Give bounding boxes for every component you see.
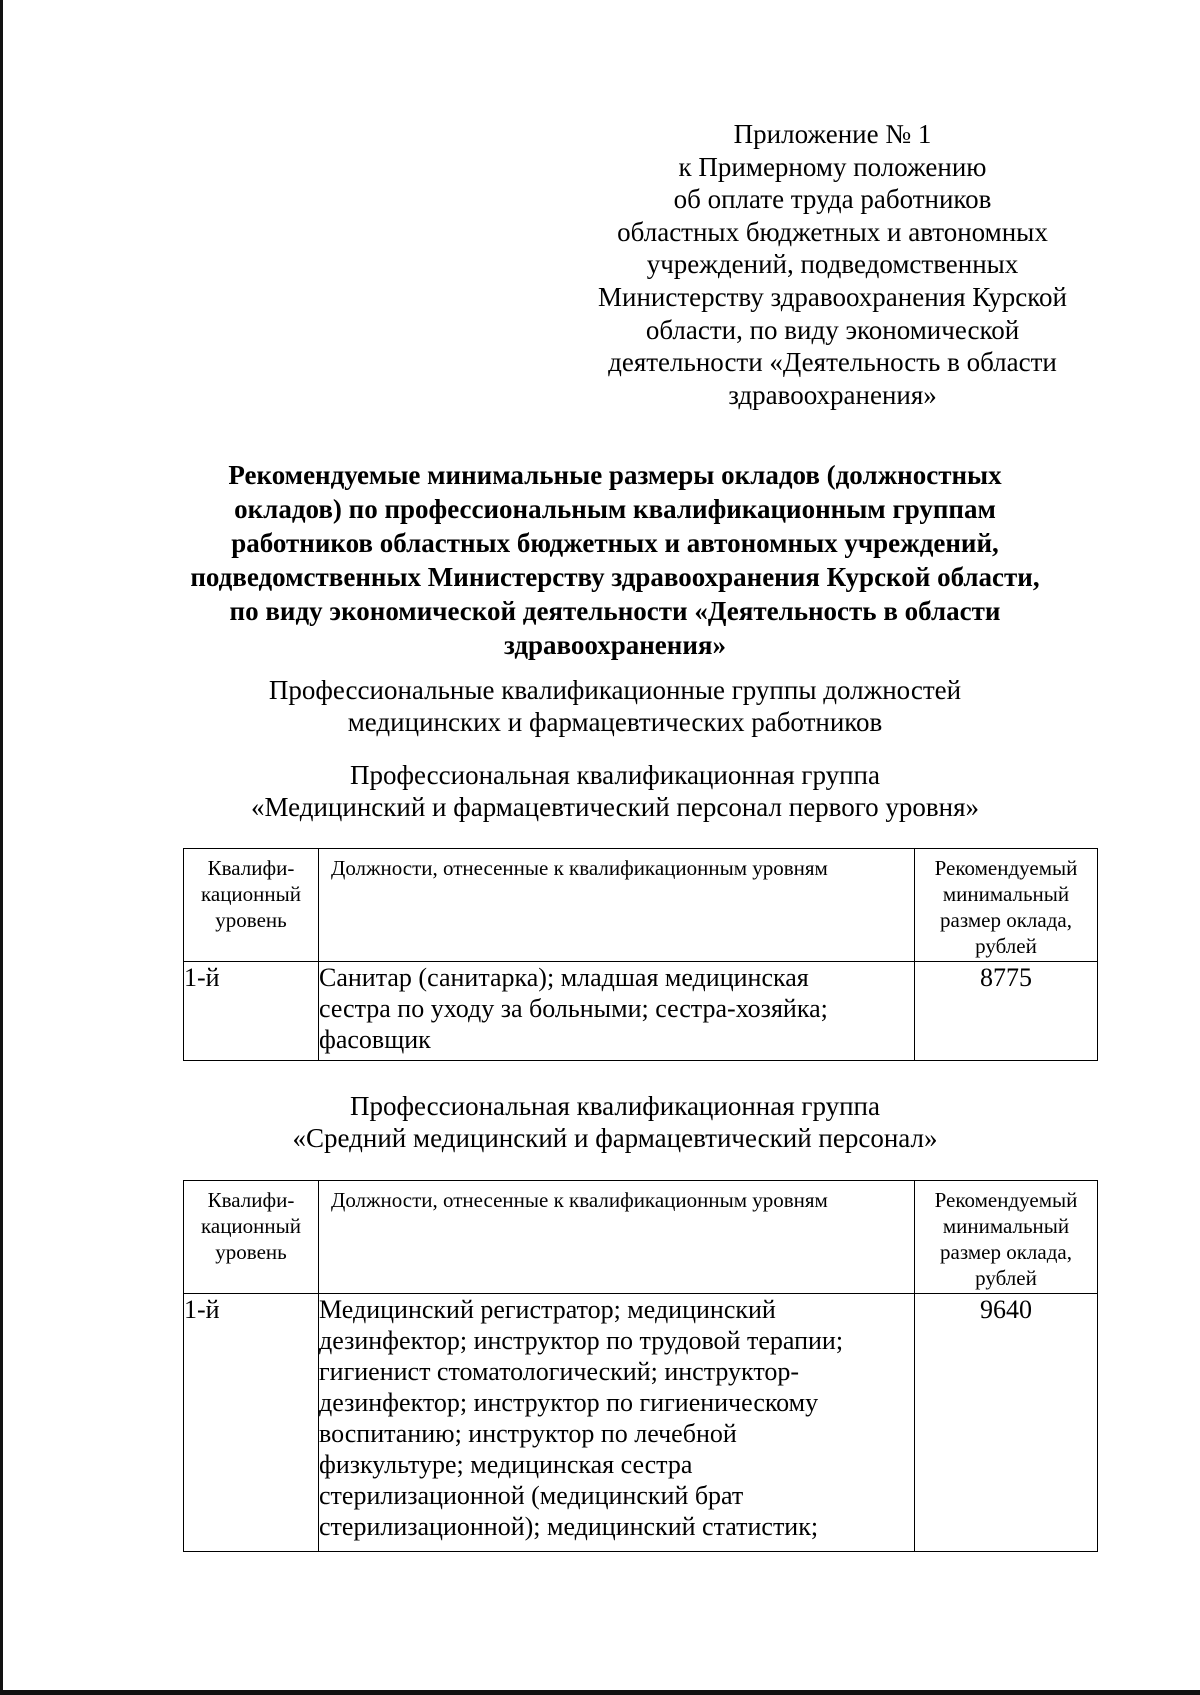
title-line: здравоохранения»: [503, 630, 727, 660]
cell-level: 1-й: [184, 1294, 319, 1552]
header-level-line: кационный: [200, 1214, 301, 1238]
appendix-line: здравоохранения»: [728, 379, 937, 410]
header-level-line: Квалифи-: [207, 1188, 295, 1212]
appendix-reference: [560, 118, 1105, 411]
group2-heading-line: Профессиональная квалификационная группа: [350, 1091, 880, 1121]
header-salary-line: минимальный: [942, 1214, 1070, 1238]
appendix-line: областных бюджетных и автономных: [617, 216, 1048, 247]
header-salary-line: Рекомендуемый: [934, 856, 1078, 880]
title-line: окладов) по профессиональным квалификационным группам: [234, 494, 996, 524]
section-heading-line: медицинских и фармацевтических работников: [347, 707, 883, 737]
group1-heading-line: Профессиональная квалификационная группа: [350, 760, 880, 790]
table-header-row: [184, 849, 1098, 962]
group1-heading: [170, 759, 1060, 823]
header-salary-line: рублей: [975, 934, 1037, 958]
header-salary-line: рублей: [975, 1266, 1037, 1290]
positions-line: воспитанию; инструктор по лечебной: [319, 1419, 737, 1448]
table-header-row: [184, 1181, 1098, 1294]
header-level-line: уровень: [215, 908, 287, 932]
header-salary-line: минимальный: [942, 882, 1070, 906]
title-line: Рекомендуемые минимальные размеры окладов (должностных: [228, 460, 1002, 490]
group1-heading-line: «Медицинский и фармацевтический персонал первого уровня»: [250, 792, 980, 822]
header-positions-text: Должности, отнесенные к квалификационным уровням: [331, 1188, 828, 1212]
header-salary-line: размер оклада,: [940, 1240, 1072, 1264]
appendix-line: к Примерному положению: [678, 151, 987, 182]
title-line: работников областных бюджетных и автономных учреждений,: [231, 528, 999, 558]
title-line: по виду экономической деятельности «Деятельность в области: [229, 596, 1001, 626]
scan-edge-bottom: [0, 1690, 1200, 1695]
appendix-line: области, по виду экономической: [645, 314, 1020, 345]
header-level: [184, 1181, 319, 1294]
header-salary-line: Рекомендуемый: [934, 1188, 1078, 1212]
positions-line: Медицинский регистратор; медицинский: [319, 1295, 776, 1324]
appendix-line: деятельности «Деятельность в области: [608, 347, 1057, 378]
document-title: [170, 458, 1060, 662]
header-positions: [319, 849, 915, 962]
cell-level: 1-й: [184, 962, 319, 1061]
positions-line: физкультуре; медицинская сестра: [319, 1450, 693, 1479]
appendix-line: об оплате труда работников: [673, 184, 992, 215]
header-level-line: кационный: [200, 882, 301, 906]
header-level: [184, 849, 319, 962]
cell-salary: 8775: [915, 962, 1098, 1061]
header-salary: [915, 849, 1098, 962]
positions-line: стерилизационной); медицинский статистик;: [319, 1512, 819, 1541]
table-row: [184, 962, 1098, 1061]
cell-salary: 9640: [915, 1294, 1098, 1552]
header-level-line: уровень: [215, 1240, 287, 1264]
table-row: [184, 1294, 1098, 1552]
cell-positions: [319, 962, 915, 1061]
appendix-line: Приложение № 1: [733, 119, 932, 149]
positions-line: сестра по уходу за больными; сестра-хозяйка;: [319, 994, 828, 1023]
group2-salary-table: [183, 1180, 1098, 1552]
appendix-line: Министерству здравоохранения Курской: [598, 281, 1067, 312]
appendix-line: учреждений, подведомственных: [646, 249, 1019, 280]
positions-line: Санитар (санитарка); младшая медицинская: [319, 963, 809, 992]
cell-positions: [319, 1294, 915, 1552]
positions-line: гигиенист стоматологический; инструктор-: [319, 1357, 800, 1386]
header-positions-text: Должности, отнесенные к квалификационным уровням: [331, 856, 828, 880]
positions-line: дезинфектор; инструктор по гигиеническому: [319, 1388, 819, 1417]
section-heading-line: Профессиональные квалификационные группы должностей: [268, 675, 962, 705]
positions-line: дезинфектор; инструктор по трудовой терапии;: [319, 1326, 844, 1355]
header-salary: [915, 1181, 1098, 1294]
title-line: подведомственных Министерству здравоохранения Курской области,: [190, 562, 1040, 592]
positions-line: фасовщик: [319, 1025, 431, 1054]
section-heading: [170, 674, 1060, 738]
group2-heading-line: «Средний медицинский и фармацевтический персонал»: [292, 1123, 938, 1153]
positions-line: стерилизационной (медицинский брат: [319, 1481, 744, 1510]
header-level-line: Квалифи-: [207, 856, 295, 880]
scan-edge-left: [0, 0, 3, 1695]
header-positions: [319, 1181, 915, 1294]
group2-heading: [170, 1090, 1060, 1154]
group1-salary-table: [183, 848, 1098, 1061]
header-salary-line: размер оклада,: [940, 908, 1072, 932]
